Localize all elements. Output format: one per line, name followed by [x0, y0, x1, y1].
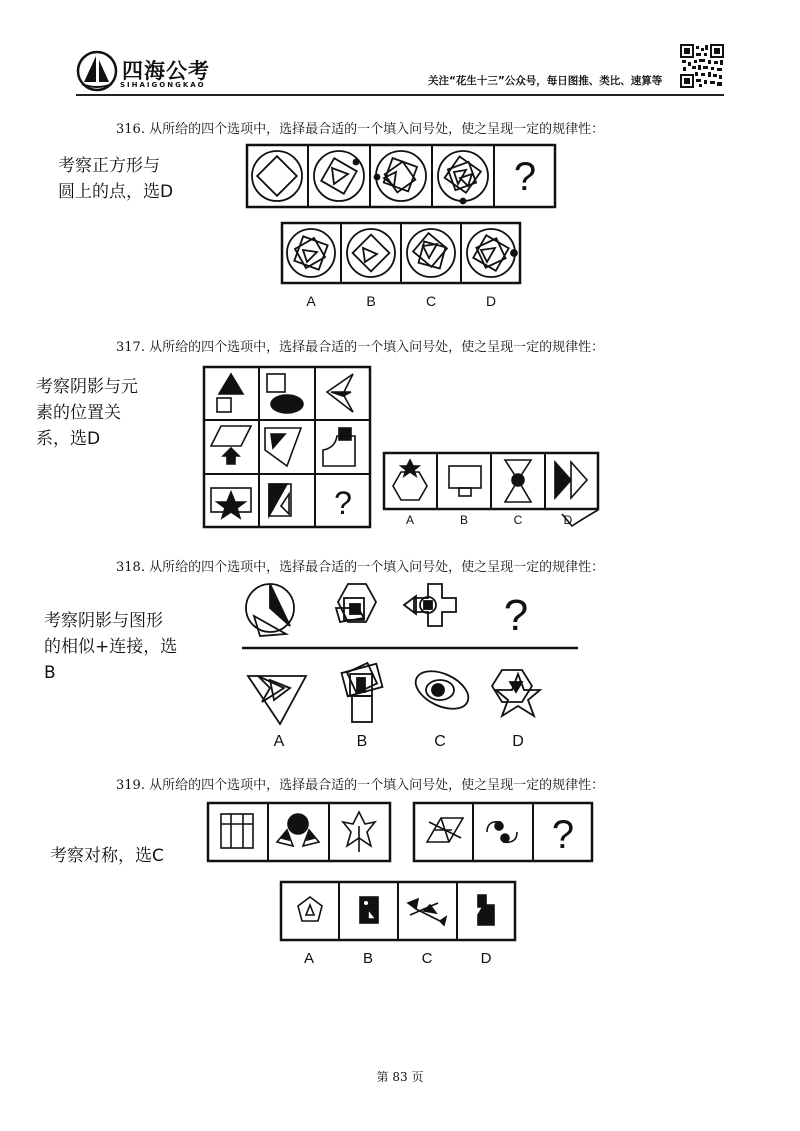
page-number: 第 83 页	[376, 1070, 424, 1084]
header-tagline: 关注“花生十三”公众号，每日图推、类比、速算等	[428, 75, 663, 87]
stem-figure	[211, 426, 251, 464]
option-figure	[287, 229, 335, 277]
stem-figure	[323, 428, 355, 466]
stem-figure	[343, 812, 375, 852]
question-318-note	[44, 608, 177, 686]
option-figure	[347, 229, 395, 277]
stem-figure	[267, 374, 303, 413]
question-318-prompt: 318. 从所给的四个选项中，选择最合适的一个填入问号处，使之呈现一定的规律性：	[116, 560, 605, 575]
option-label: B	[362, 950, 373, 967]
option-figure	[248, 676, 306, 724]
option-label: A	[303, 950, 314, 967]
option-label: D	[485, 293, 497, 309]
option-figure	[410, 664, 474, 717]
option-label: B	[356, 733, 368, 750]
option-label: C	[425, 293, 437, 309]
header-rule	[76, 94, 724, 96]
checkmark-icon	[560, 508, 600, 530]
logo-subtext: SIHAIGONGKAO	[120, 81, 206, 89]
option-label: A	[273, 733, 285, 750]
note-line: 系，选D	[36, 429, 101, 449]
stem-figure	[336, 584, 376, 622]
stem-figure	[246, 584, 294, 636]
question-316-options	[281, 222, 521, 284]
note-line: 考察对称，选C	[50, 846, 164, 866]
stem-figure	[375, 151, 427, 201]
stem-figure	[269, 484, 291, 516]
stem-figure	[438, 151, 488, 204]
question-317-prompt: 317. 从所给的四个选项中，选择最合适的一个填入问号处，使之呈现一定的规律性：	[116, 340, 605, 355]
question-mark: ?	[513, 155, 537, 199]
note-line: 考察正方形与	[58, 156, 160, 176]
question-316-stem	[246, 144, 556, 208]
option-label: A	[306, 293, 316, 309]
question-317-stem	[203, 366, 371, 528]
stem-figure	[427, 818, 463, 842]
question-318-figures	[240, 578, 580, 740]
option-figure	[449, 466, 481, 496]
stem-figure	[314, 151, 364, 201]
question-mark: ?	[334, 485, 352, 521]
question-319-stem-left	[207, 802, 391, 862]
question-316-prompt: 316. 从所给的四个选项中，选择最合适的一个填入问号处，使之呈现一定的规律性：	[116, 122, 605, 137]
stem-figure	[487, 822, 517, 843]
option-figure	[393, 460, 427, 500]
stem-figure	[211, 488, 251, 518]
stem-figure	[217, 374, 243, 412]
note-line: 圆上的点，选D	[58, 182, 174, 202]
note-line: 考察阴影与元	[36, 377, 138, 397]
question-319-prompt: 319. 从所给的四个选项中，选择最合适的一个填入问号处，使之呈现一定的规律性：	[116, 778, 605, 793]
question-319-options	[280, 881, 516, 941]
option-figure	[505, 460, 531, 502]
stem-figure	[327, 374, 353, 412]
stem-figure	[221, 814, 253, 848]
option-figure	[298, 897, 322, 921]
question-316-note	[58, 153, 173, 205]
question-319-note	[50, 843, 164, 869]
question-317-options	[383, 452, 599, 510]
option-figure	[555, 462, 587, 498]
question-317-note	[36, 374, 138, 452]
note-line: 的相似+连接，选	[44, 637, 178, 657]
stem-figure	[404, 584, 456, 626]
question-mark: ?	[551, 813, 575, 857]
option-figure	[360, 897, 378, 923]
option-figure	[407, 229, 455, 277]
option-label: C	[513, 513, 523, 527]
note-line: 素的位置关	[36, 403, 121, 423]
note-line: B	[44, 663, 56, 683]
option-label: C	[434, 733, 446, 750]
stem-figure	[277, 814, 319, 846]
option-label: D	[512, 733, 524, 750]
option-label: A	[405, 513, 414, 527]
note-line: 考察阴影与图形	[44, 611, 163, 631]
stem-figure	[265, 428, 301, 466]
option-figure	[492, 670, 540, 716]
option-figure	[478, 895, 494, 925]
question-mark: ?	[503, 591, 529, 640]
option-label: D	[563, 513, 573, 527]
option-figure	[408, 899, 446, 925]
qr-code-icon	[680, 44, 724, 88]
stem-figure	[252, 151, 302, 201]
option-label: B	[459, 513, 468, 527]
option-label: D	[480, 950, 492, 967]
option-label: B	[366, 293, 376, 309]
sailboat-logo-icon	[76, 50, 118, 92]
logo-text: 四海公考	[122, 59, 210, 83]
question-319-stem-right	[413, 802, 593, 862]
option-label: C	[421, 950, 433, 967]
option-figure	[467, 229, 517, 277]
option-figure	[341, 657, 382, 722]
